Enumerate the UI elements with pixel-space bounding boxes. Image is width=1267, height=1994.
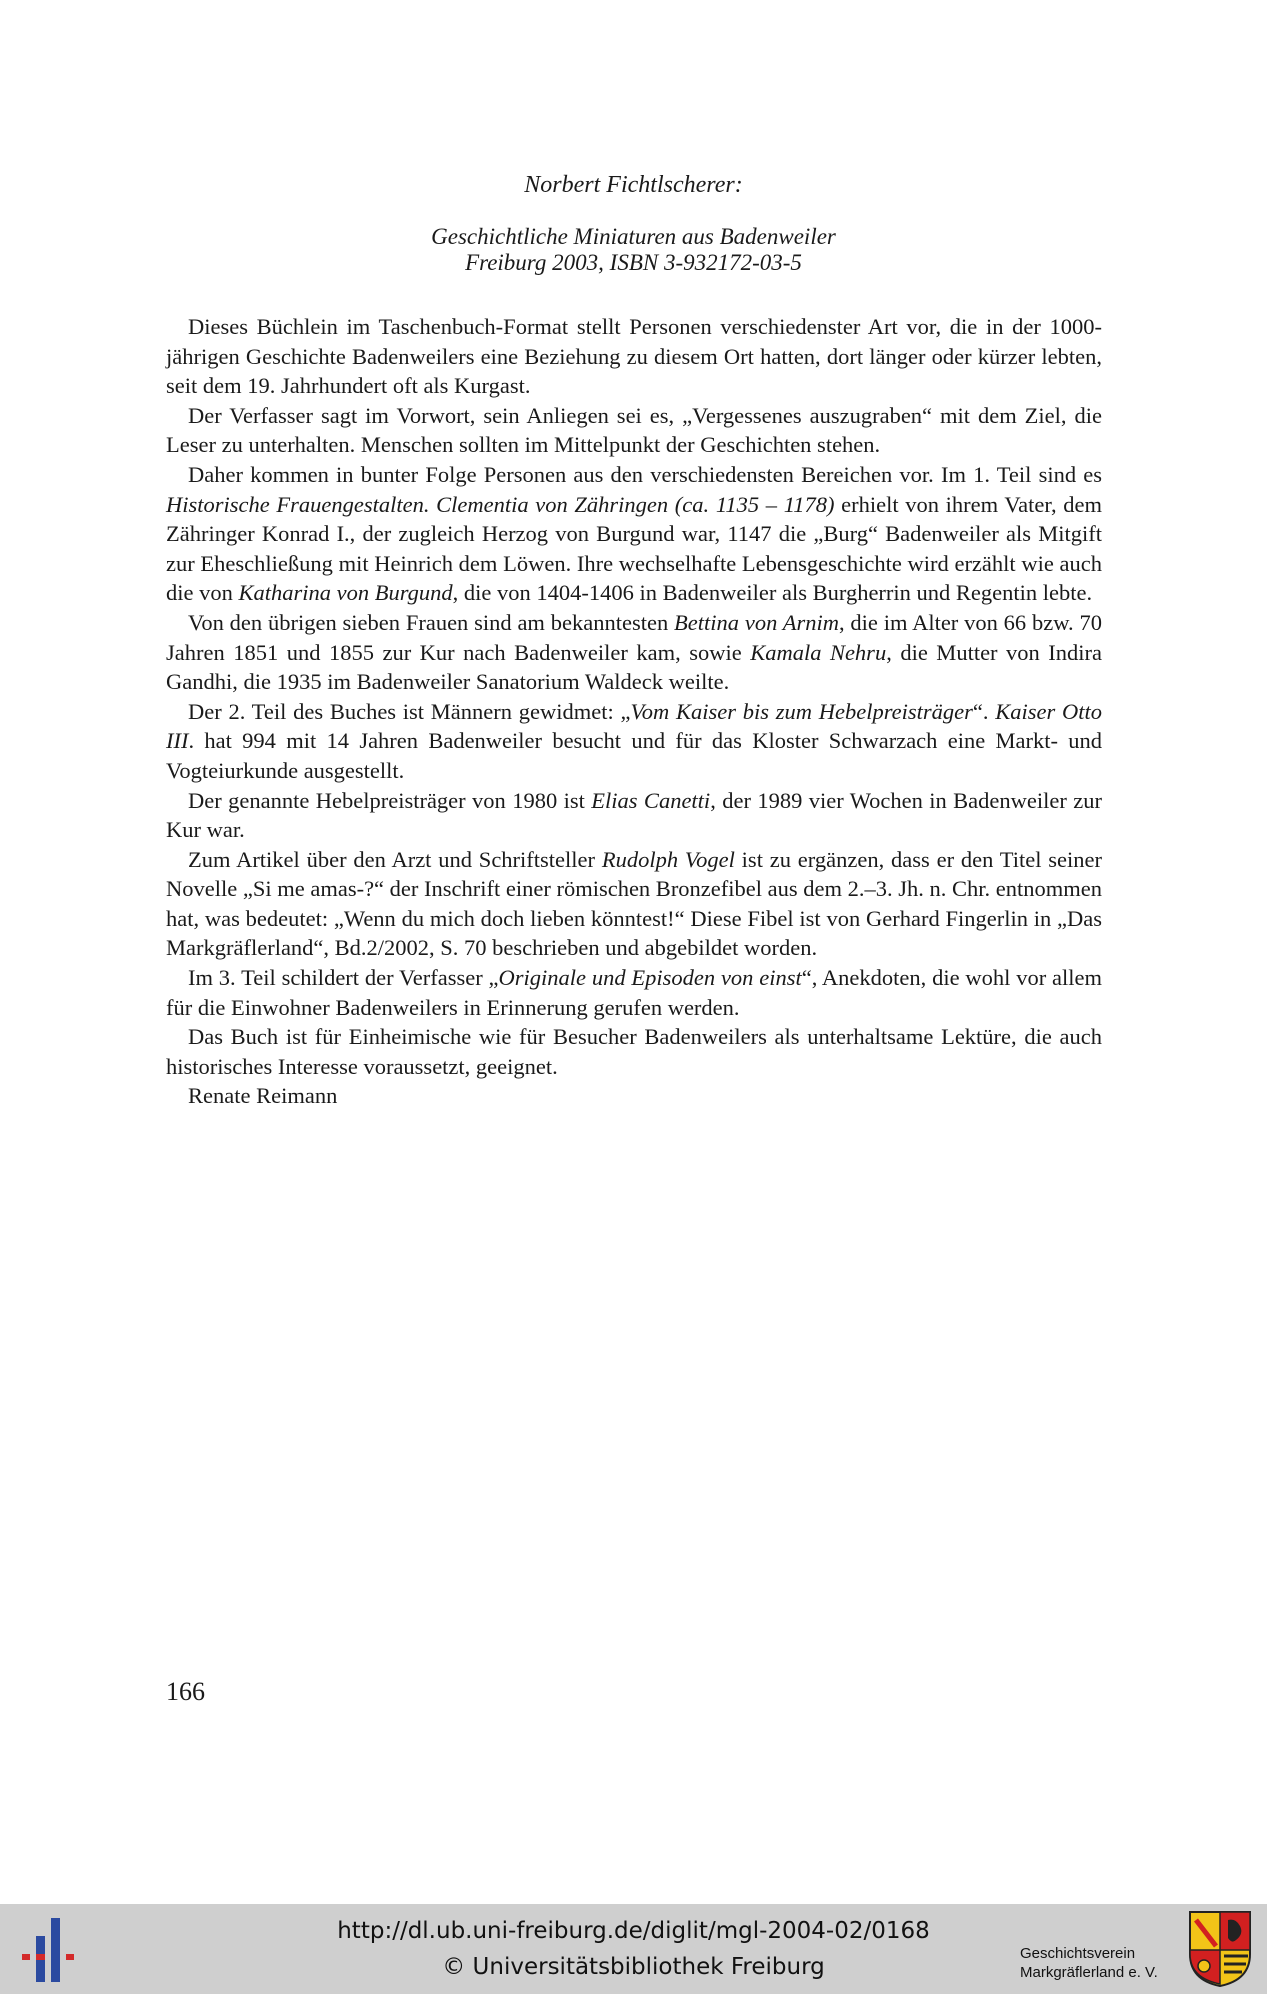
text-run: “. [972, 698, 996, 724]
italic-text: Katharina von Burgund [238, 580, 453, 606]
book-citation [0, 224, 1267, 276]
text-run: Daher kommen in bunter Folge Personen aus den verschiedensten Bereichen vor. Im 1. Teil sind es [188, 461, 1102, 487]
italic-text: Bettina von Arnim [674, 609, 839, 635]
italic-text: Kaiser Otto III [166, 698, 1102, 754]
italic-text: Historische Frauengestalten. Clementia von Zähringen (ca. 1135 – 1178) [166, 491, 835, 517]
body-paragraph [166, 697, 1102, 786]
review-author: Norbert Fichtlscherer: [524, 172, 743, 198]
text-run: , der 1989 vier Wochen in Badenweiler zur Kur war. [166, 787, 1103, 843]
text-run: , die Mutter von Indira Gandhi, die 1935 im Badenweiler Sanatorium Waldeck weilte. [166, 639, 1103, 695]
page-number: 166 [166, 1677, 205, 1706]
society-name-line2: Markgräflerland e. V. [1020, 1964, 1158, 1981]
body-paragraph [166, 460, 1102, 608]
text-run: . hat 994 mit 14 Jahren Badenweiler besucht und für das Kloster Schwarzach eine Markt- und Vogteiurkunde ausgestellt. [166, 728, 1102, 783]
body-paragraph [166, 845, 1102, 963]
review-body [166, 312, 1102, 1111]
text-run: Der genannte Hebelpreisträger von 1980 ist [188, 787, 592, 813]
italic-text: Elias Canetti [591, 787, 711, 813]
reviewer-signature: Renate Reimann [188, 1083, 338, 1109]
italic-text: Vom Kaiser bis zum Hebelpreisträger [630, 698, 973, 724]
society-name-line1: Geschichtsverein [1020, 1945, 1136, 1962]
text-run: “, Anekdoten, die wohl vor allem für die Einwohner Badenweilers in Erinnerung gerufen werden. [166, 965, 1102, 1020]
body-paragraph [166, 401, 1102, 460]
text-run: ist zu ergänzen, dass er den Titel seiner Novelle „Si me amas-?“ der Inschrift einer römischen Bronzefibel aus dem 2.–3. Jh. n. Chr. entnommen hat, was bedeutet: „Wenn du mich doch lieben könntest!“ Diese Fibel ist von Gerhard Fingerlin in „Das Markgräflerland“, Bd.2/2002, S. 70 beschrieben und abgebildet worden. [166, 846, 1102, 961]
body-paragraph [166, 1022, 1102, 1081]
text-run: , die im Alter von 66 bzw. 70 Jahren 1851 und 1855 zur Kur nach Badenweiler kam, sowie [166, 609, 1102, 665]
text-run: Von den übrigen sieben Frauen sind am bekanntesten [188, 609, 675, 635]
italic-text: Kamala Nehru [750, 639, 887, 665]
society-crest-icon [1188, 1910, 1252, 1988]
italic-text: Originale und Episoden von einst [498, 965, 802, 991]
book-title: Geschichtliche Miniaturen aus Badenweiler [431, 224, 836, 249]
body-paragraph [166, 786, 1102, 845]
text-run: erhielt von ihrem Vater, dem Zähringer Konrad I., der zugleich Herzog von Burgund war, 1147 die „Burg“ Badenweiler als Mitgift zur Eheschließung mit Heinrich dem Löwen. Ihre wechselhafte Lebensgeschichte wird erzählt wie auch die von [166, 491, 1102, 606]
text-run: Zum Artikel über den Arzt und Schriftsteller [188, 846, 602, 872]
society-name [1020, 1944, 1158, 1982]
text-run: Im 3. Teil schildert der Verfasser „ [188, 965, 499, 991]
text-run: Dieses Büchlein im Taschenbuch-Format stellt Personen verschiedenster Art vor, die in der 1000-jährigen Geschichte Badenweilers eine Beziehung zu diesem Ort hatten, dort länger oder kürzer lebten, seit dem 19. Jahrhundert oft als Kurgast. [166, 314, 1102, 399]
text-run: Der Verfasser sagt im Vorwort, sein Anliegen sei es, „Vergessenes auszugraben“ mit dem Ziel, die Leser zu unterhalten. Menschen sollten im Mittelpunkt der Geschichten stehen. [166, 402, 1102, 458]
text-run: Das Buch ist für Einheimische wie für Besucher Badenweilers als unterhaltsame Lektüre, die auch historisches Interesse voraussetzt, geeignet. [166, 1024, 1102, 1079]
book-publication: Freiburg 2003, ISBN 3-932172-03-5 [465, 250, 802, 275]
text-run: Der 2. Teil des Buches ist Männern gewidmet: „ [188, 698, 631, 724]
italic-text: Rudolph Vogel [601, 846, 735, 872]
text-run: , die von 1404-1406 in Badenweiler als Burgherrin und Regentin lebte. [452, 580, 1093, 606]
body-paragraph [166, 312, 1102, 401]
footer-bar [0, 1904, 1267, 1994]
document-url-link[interactable]: http://dl.ub.uni-freiburg.de/diglit/mgl-2004-02/0168 [337, 1918, 930, 1944]
body-paragraph [166, 963, 1102, 1022]
copyright-text: © Universitätsbibliothek Freiburg [442, 1954, 825, 1980]
body-paragraph [166, 608, 1102, 697]
